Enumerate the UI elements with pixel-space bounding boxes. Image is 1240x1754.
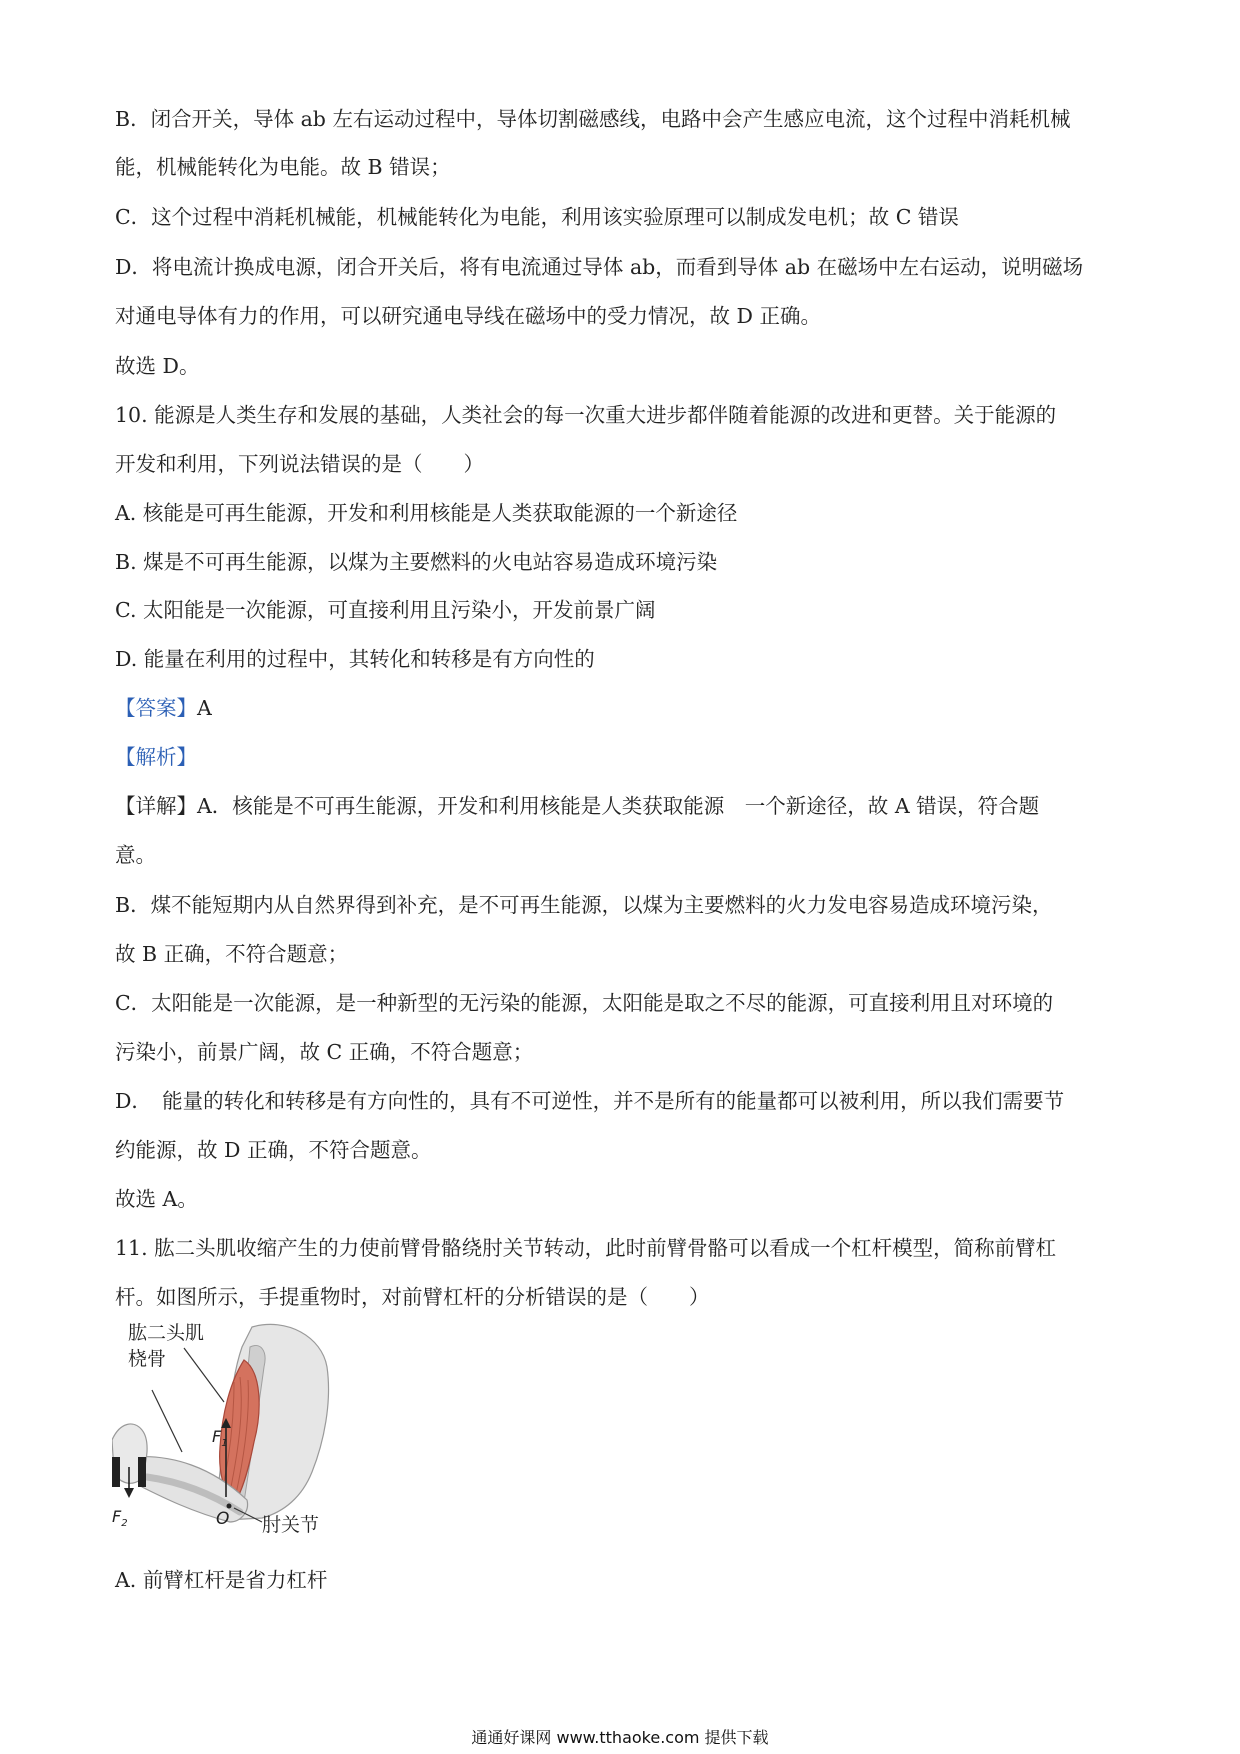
text-line: 故选 A。 <box>115 1187 198 1211</box>
option-a-q11: A. 前臂杠杆是省力杠杆 <box>115 1568 328 1592</box>
text-line: B．闭合开关，导体 ab 左右运动过程中，导体切割磁感线，电路中会产生感应电流，这个过程中消耗机械 <box>115 107 1071 131</box>
analysis-tag: 【解析】 <box>115 745 197 769</box>
label-radius: 桡骨 <box>128 1348 167 1370</box>
option-a: A. 核能是可再生能源，开发和利用核能是人类获取能源的一个新途径 <box>115 501 738 525</box>
weight-bar-left <box>112 1457 120 1487</box>
question-11-line: 杆。如图所示，手提重物时，对前臂杠杆的分析错误的是（ ） <box>115 1285 710 1309</box>
text-line: D． 能量的转化和转移是有方向性的，具有不可逆性，并不是所有的能量都可以被利用，所以我们需要节 <box>115 1089 1065 1113</box>
detail-text: A．核能是不可再生能源，开发和利用核能是人类获取能源 一个新途径，故 A 错误，符合题 <box>197 794 1040 818</box>
option-c: C. 太阳能是一次能源，可直接利用且污染小，开发前景广阔 <box>115 598 656 622</box>
text-line: C．这个过程中消耗机械能，机械能转化为电能，利用该实验原理可以制成发电机；故 C 错误 <box>115 205 959 229</box>
option-b: B. 煤是不可再生能源，以煤为主要燃料的火电站容易造成环境污染 <box>115 550 718 574</box>
answer-line <box>115 694 1135 722</box>
text-line: 故选 D。 <box>115 354 200 378</box>
question-10-line: 开发和利用，下列说法错误的是（ ） <box>115 452 484 476</box>
label-o: O <box>216 1509 230 1529</box>
detail-line <box>115 792 1135 820</box>
text-line: 能，机械能转化为电能。故 B 错误； <box>115 155 451 179</box>
label-f2: $F_2$ <box>112 1507 128 1530</box>
question-10-line: 10. 能源是人类生存和发展的基础，人类社会的每一次重大进步都伴随着能源的改进和更替。关于能源的 <box>115 403 1057 427</box>
text-line: B．煤不能短期内从自然界得到补充，是不可再生能源，以煤为主要燃料的火力发电容易造成环境污染， <box>115 893 1053 917</box>
text-line: D．将电流计换成电源，闭合开关后，将有电流通过导体 ab，而看到导体 ab 在磁场中左右运动，说明磁场 <box>115 255 1084 279</box>
weight-bar-right <box>138 1457 146 1487</box>
forearm-lever-figure <box>112 1322 372 1544</box>
text-line: 故 B 正确，不符合题意； <box>115 942 349 966</box>
analysis-line <box>115 743 1135 771</box>
detail-tag: 【详解】 <box>115 794 197 818</box>
text-line: 约能源，故 D 正确，不符合题意。 <box>115 1138 432 1162</box>
label-f1: $F_1$ <box>212 1427 228 1450</box>
answer-tag: 【答案】 <box>115 696 197 720</box>
text-line: 对通电导体有力的作用，可以研究通电导线在磁场中的受力情况，故 D 正确。 <box>115 304 821 328</box>
footer: 通通好课网 www.tthaoke.com 提供下载 <box>471 1728 769 1747</box>
label-elbow-joint: 肘关节 <box>262 1514 320 1536</box>
text-line: 意。 <box>115 843 156 867</box>
answer-value: A <box>197 696 212 720</box>
text-line: 污染小，前景广阔，故 C 正确，不符合题意； <box>115 1040 534 1064</box>
question-11-line: 11. 肱二头肌收缩产生的力使前臂骨骼绕肘关节转动，此时前臂骨骼可以看成一个杠杆模型，简称前臂杠 <box>115 1236 1057 1260</box>
label-biceps: 肱二头肌 <box>128 1322 205 1344</box>
text-line: C．太阳能是一次能源，是一种新型的无污染的能源，太阳能是取之不尽的能源，可直接利用且对环境的 <box>115 991 1054 1015</box>
option-d: D. 能量在利用的过程中，其转化和转移是有方向性的 <box>115 647 595 671</box>
